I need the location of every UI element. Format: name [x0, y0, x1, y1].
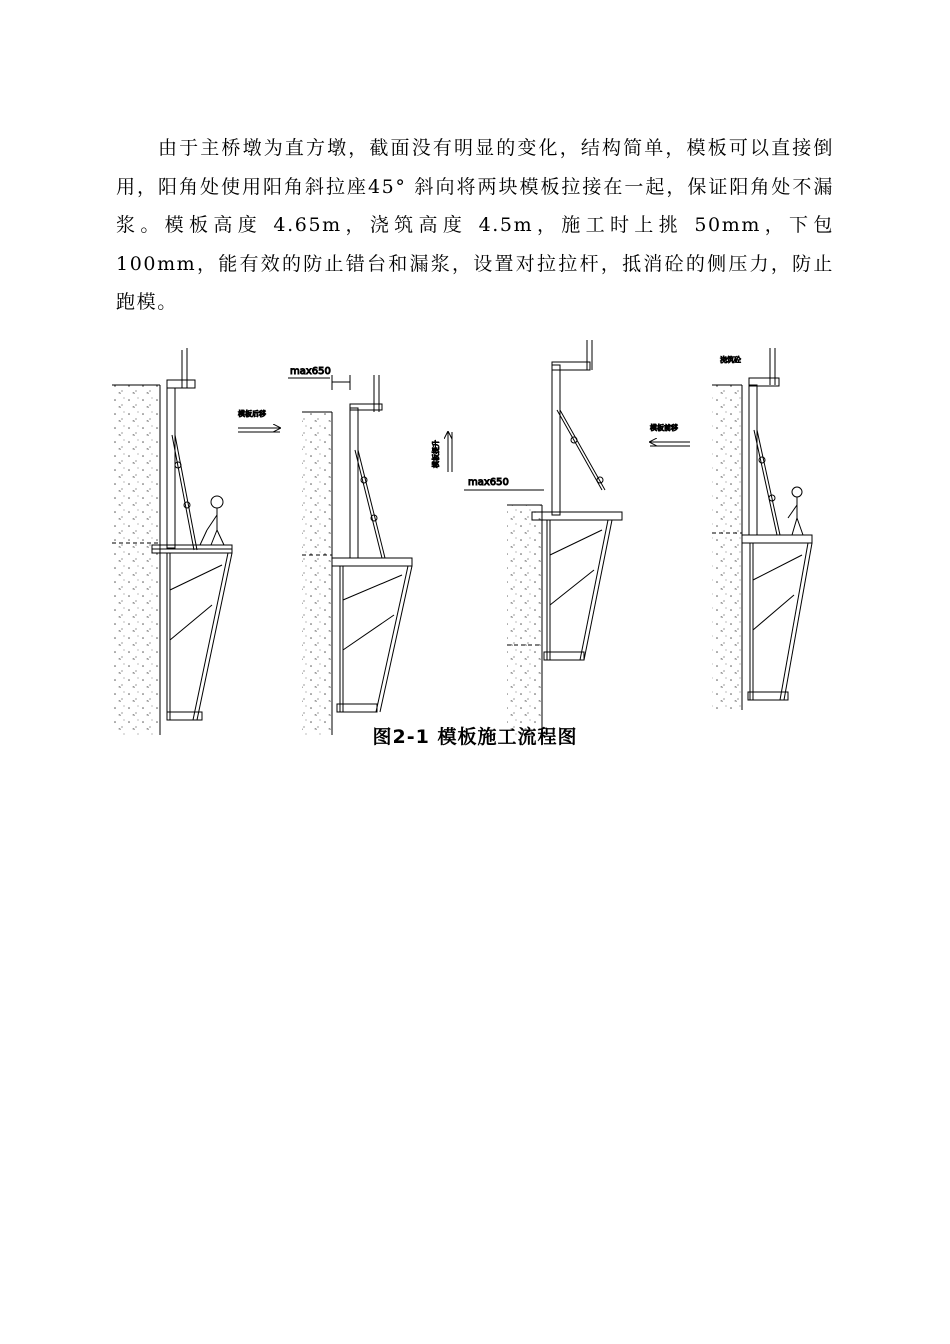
label-max650-left: max650: [290, 366, 331, 377]
label-lift-up: 模板提升: [432, 440, 440, 468]
stage-4-drawing: [712, 348, 812, 710]
body-paragraph: 由于主桥墩为直方墩，截面没有明显的变化，结构简单，模板可以直接倒用，阳角处使用阳角斜拉座45° 斜向将两块模板拉接在一起，保证阳角处不漏浆。模板高度 4.65m，浇筑高度 4.5m，施工时上挑 50mm，下包 100mm，能有效的防止错台和漏浆，设置对拉拉杆，抵消砼的侧压力，防止跑模。: [116, 137, 834, 313]
label-pour: 浇筑砼: [720, 356, 741, 364]
stage-2-drawing: [302, 375, 412, 735]
stage-3-drawing: [507, 340, 622, 735]
stage-1-drawing: [112, 348, 232, 735]
formwork-flow-diagram: [112, 340, 838, 736]
label-move-back: 模板后移: [238, 410, 266, 418]
figure-caption: 图2-1 模板施工流程图: [372, 726, 578, 748]
label-max650-right: max650: [468, 477, 509, 488]
label-move-forward: 模板前移: [650, 424, 678, 432]
